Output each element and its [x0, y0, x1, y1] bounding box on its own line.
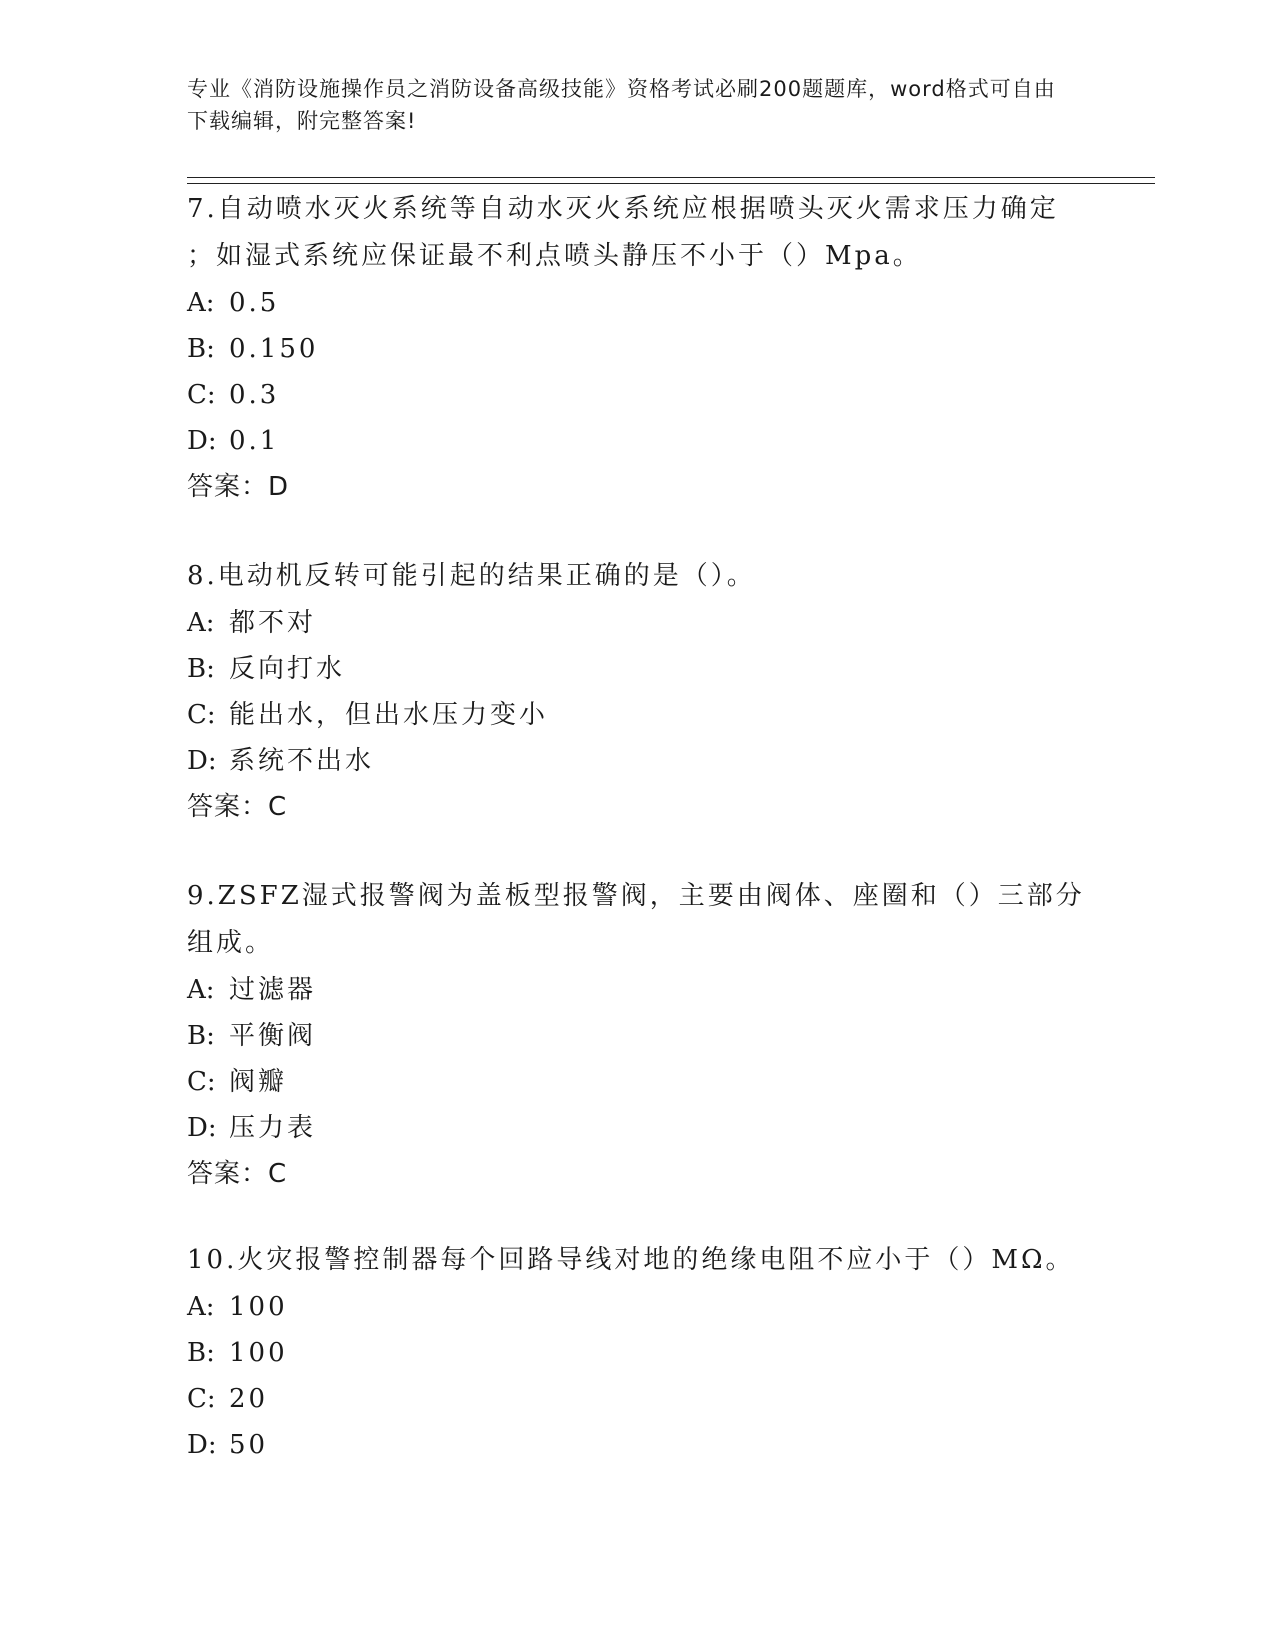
- option-d: [187, 1105, 1087, 1151]
- option-text: 0.150: [229, 334, 319, 364]
- option-text: 100: [229, 1292, 288, 1322]
- option-label: B:: [187, 1021, 215, 1051]
- option-text: 0.5: [229, 288, 280, 318]
- option-label: B:: [187, 654, 215, 684]
- option-text: 阀瓣: [229, 1067, 288, 1097]
- option-label: D:: [187, 426, 217, 456]
- option-b: [187, 646, 1087, 692]
- question-stem-line: 7.自动喷水灭火系统等自动水灭火系统应根据喷头灭火需求压力确定: [187, 194, 1059, 224]
- option-label: D:: [187, 1430, 217, 1460]
- answer-line: 答案：D: [187, 472, 290, 502]
- question-stem-line: 8.电动机反转可能引起的结果正确的是（）。: [187, 561, 756, 591]
- option-b: [187, 1013, 1087, 1059]
- option-b: [187, 1330, 1087, 1376]
- option-c: [187, 1376, 1087, 1422]
- option-d: [187, 418, 1087, 464]
- option-label: A:: [187, 608, 215, 638]
- option-text: 反向打水: [229, 654, 346, 684]
- option-text: 能出水，但出水压力变小: [229, 700, 549, 730]
- header-divider-bottom: [187, 183, 1155, 184]
- option-label: B:: [187, 1338, 215, 1368]
- option-label: D:: [187, 1113, 217, 1143]
- option-text: 压力表: [229, 1113, 317, 1143]
- option-a: [187, 280, 1087, 326]
- question-9: [187, 873, 1087, 1197]
- option-label: A:: [187, 288, 215, 318]
- option-label: A:: [187, 1292, 215, 1322]
- option-label: A:: [187, 975, 215, 1005]
- option-a: [187, 1284, 1087, 1330]
- option-label: D:: [187, 746, 217, 776]
- option-d: [187, 738, 1087, 784]
- document-header: 专业《消防设施操作员之消防设备高级技能》资格考试必刷200题题库，word格式可自由下载编辑，附完整答案!: [187, 77, 1056, 133]
- question-stem-line: ；如湿式系统应保证最不利点喷头静压不小于（）Mpa。: [187, 241, 922, 271]
- option-b: [187, 326, 1087, 372]
- option-a: [187, 600, 1087, 646]
- option-text: 都不对: [229, 608, 317, 638]
- header-divider-top: [187, 177, 1155, 178]
- option-c: [187, 1059, 1087, 1105]
- option-label: C:: [187, 380, 216, 410]
- option-text: 系统不出水: [229, 746, 375, 776]
- option-label: B:: [187, 334, 215, 364]
- question-8: [187, 553, 1087, 830]
- option-c: [187, 372, 1087, 418]
- option-a: [187, 967, 1087, 1013]
- answer-line: 答案：C: [187, 1159, 288, 1189]
- option-c: [187, 692, 1087, 738]
- option-text: 平衡阀: [229, 1021, 317, 1051]
- option-label: C:: [187, 700, 216, 730]
- question-7: [187, 186, 1087, 510]
- question-stem-line: 10.火灾报警控制器每个回路导线对地的绝缘电阻不应小于（）MΩ。: [187, 1245, 1075, 1275]
- option-label: C:: [187, 1384, 216, 1414]
- answer-line: 答案：C: [187, 792, 288, 822]
- option-d: [187, 1422, 1087, 1468]
- question-stem-line: 组成。: [187, 928, 275, 958]
- option-text: 20: [229, 1384, 269, 1414]
- option-text: 50: [229, 1430, 269, 1460]
- option-text: 100: [229, 1338, 288, 1368]
- option-text: 0.1: [229, 426, 280, 456]
- option-label: C:: [187, 1067, 216, 1097]
- question-10: [187, 1237, 1087, 1468]
- option-text: 0.3: [229, 380, 280, 410]
- option-text: 过滤器: [229, 975, 317, 1005]
- question-stem-line: 9.ZSFZ湿式报警阀为盖板型报警阀，主要由阀体、座圈和（）三部分: [187, 881, 1085, 911]
